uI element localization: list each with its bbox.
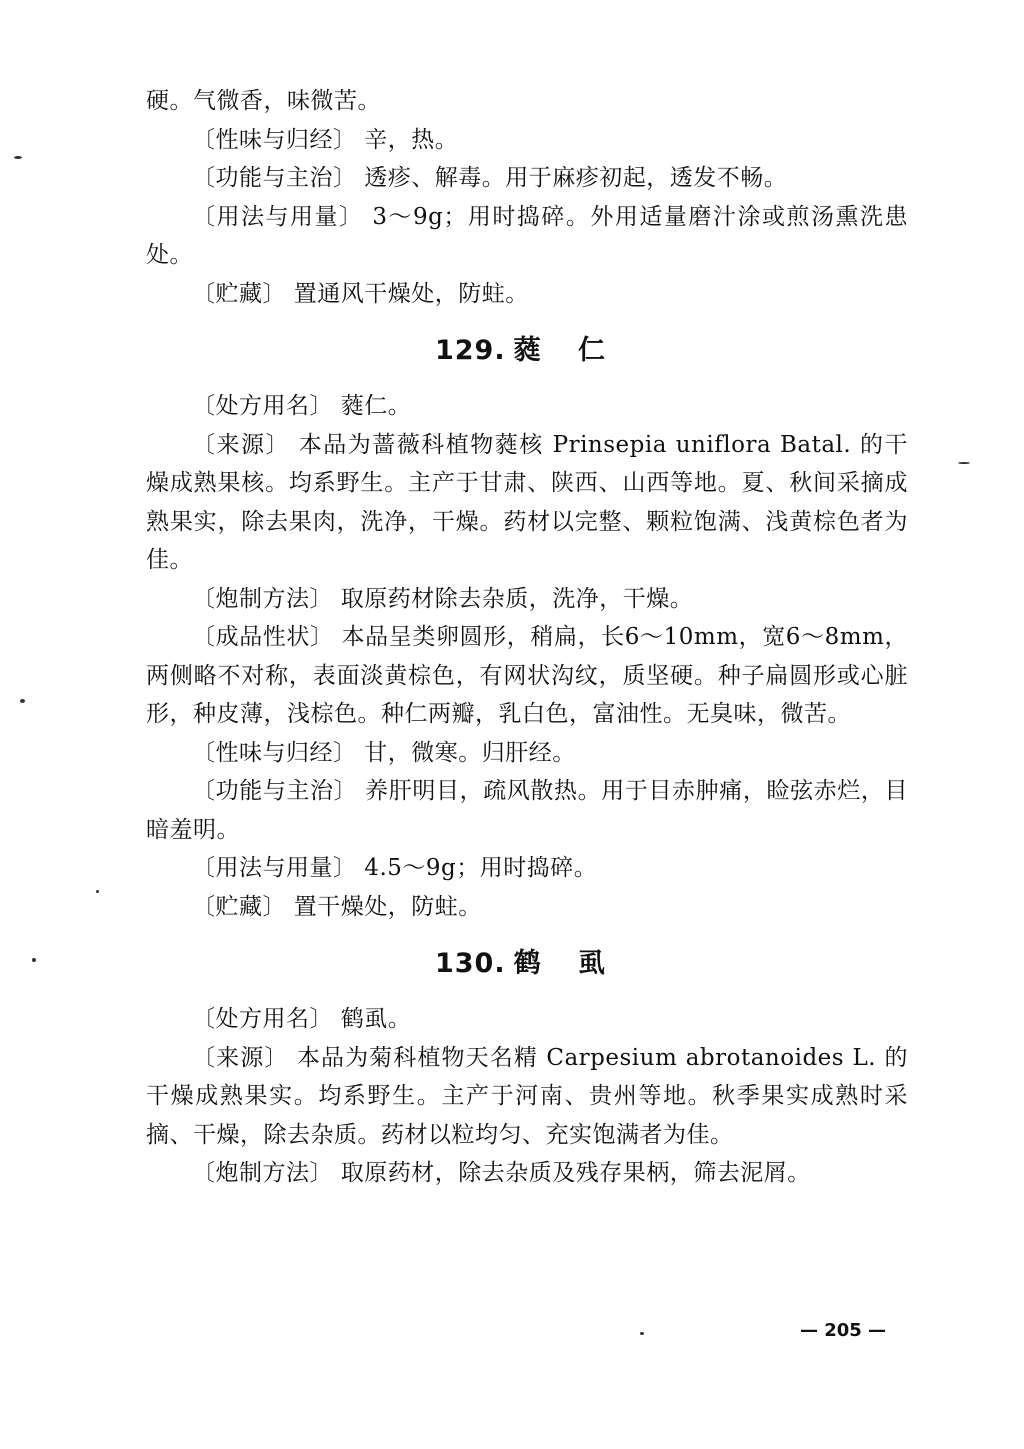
entry-number: 129.: [434, 335, 506, 366]
section-label: 〔用法与用量〕: [192, 203, 364, 230]
section-label: 〔功能与主治〕: [192, 165, 357, 191]
paragraph-dosage: [146, 849, 908, 888]
paragraph-characteristics: [146, 618, 908, 734]
paragraph-taste-meridian: [146, 734, 908, 773]
paragraph-processing: [146, 580, 908, 619]
paragraph-text: 取原药材，除去杂质及残存果柄，筛去泥屑。: [333, 1160, 811, 1186]
paragraph-text: 蕤仁。: [333, 393, 412, 419]
entry-title: 蕤 仁: [513, 335, 620, 366]
section-label: 〔处方用名〕: [192, 393, 333, 419]
section-label: 〔性味与归经〕: [192, 739, 357, 766]
section-label: 〔炮制方法〕: [192, 585, 333, 612]
page-content: [146, 82, 908, 1193]
paragraph-text: 甘，微寒。归肝经。: [356, 739, 576, 766]
section-label: 〔炮制方法〕: [192, 1160, 333, 1186]
section-label: 〔来源〕: [192, 1044, 289, 1071]
paragraph-source: [146, 1039, 908, 1155]
scan-speck: [640, 1332, 644, 1335]
section-label: 〔贮藏〕: [192, 280, 286, 307]
paragraph-dosage: [146, 198, 908, 275]
page-number: — 205 —: [799, 1320, 887, 1341]
paragraph-text: 硬。气微香，味微苦。: [146, 88, 381, 114]
paragraph-prescription-name: [146, 1000, 908, 1039]
paragraph-text: 本品为菊科植物天名精 Carpesium abrotanoides L. 的干燥成熟果实。均系野生。主产于河南、贵州等地。秋季果实成熟时采摘、干燥，除去杂质。药材以粒均匀、充实饱满者为佳。: [146, 1044, 909, 1148]
paragraph-processing: [146, 1154, 908, 1193]
entry-title: 鹤 虱: [513, 948, 620, 979]
paragraph-text: 4.5～9g；用时捣碎。: [356, 855, 598, 881]
paragraph-text: 取原药材除去杂质，洗净，干燥。: [333, 585, 694, 612]
scan-speck: [20, 699, 25, 703]
paragraph-storage: [146, 275, 908, 314]
paragraph-text: 本品为蔷薇科植物蕤核 Prinsepia uniflora Batal. 的干燥成熟果核。均系野生。主产于甘肃、陕西、山西等地。夏、秋间采摘成熟果实，除去果肉，洗净，干燥。药材以完整、颗粒饱满、浅黄棕色者为佳。: [146, 431, 909, 573]
scan-speck: [14, 156, 22, 159]
section-label: 〔成品性状〕: [192, 624, 334, 650]
entry-heading-130: [146, 944, 908, 984]
entry-heading-129: [146, 331, 908, 371]
section-label: 〔用法与用量〕: [192, 855, 357, 881]
paragraph-taste-meridian: [146, 121, 908, 160]
paragraph-text: 本品呈类卵圆形，稍扁，长6～10mm，宽6～8mm，两侧略不对称，表面淡黄棕色，有网状沟纹，质坚硬。种子扁圆形或心脏形，种皮薄，浅棕色。种仁两瓣，乳白色，富油性。无臭味，微苦。: [146, 624, 909, 727]
paragraph-text: 置通风干燥处，防蛀。: [286, 280, 529, 307]
section-label: 〔贮藏〕: [192, 893, 286, 920]
paragraph-text: 辛，热。: [356, 126, 459, 153]
paragraph-text: 3～9g；用时捣碎。外用适量磨汁涂或煎汤熏洗患处。: [146, 203, 908, 268]
paragraph-text: 透疹、解毒。用于麻疹初起，透发不畅。: [356, 165, 788, 191]
entry-number: 130.: [434, 948, 506, 979]
scan-speck: [96, 890, 99, 893]
paragraph-text: 鹤虱。: [333, 1006, 412, 1032]
section-label: 〔性味与归经〕: [192, 126, 357, 153]
section-label: 〔来源〕: [192, 431, 290, 458]
paragraph-prescription-name: [146, 387, 908, 426]
paragraph-source: [146, 426, 908, 580]
scan-speck: [32, 958, 36, 962]
section-label: 〔处方用名〕: [192, 1006, 333, 1032]
paragraph-function: [146, 772, 908, 849]
paragraph-continuation: [146, 82, 908, 121]
paragraph-text: 置干燥处，防蛀。: [286, 893, 482, 920]
scan-speck: [958, 462, 970, 464]
paragraph-function: [146, 159, 908, 198]
paragraph-text: 养肝明目，疏风散热。用于目赤肿痛，睑弦赤烂，目暗羞明。: [146, 778, 909, 843]
section-label: 〔功能与主治〕: [192, 778, 358, 804]
paragraph-storage: [146, 888, 908, 927]
